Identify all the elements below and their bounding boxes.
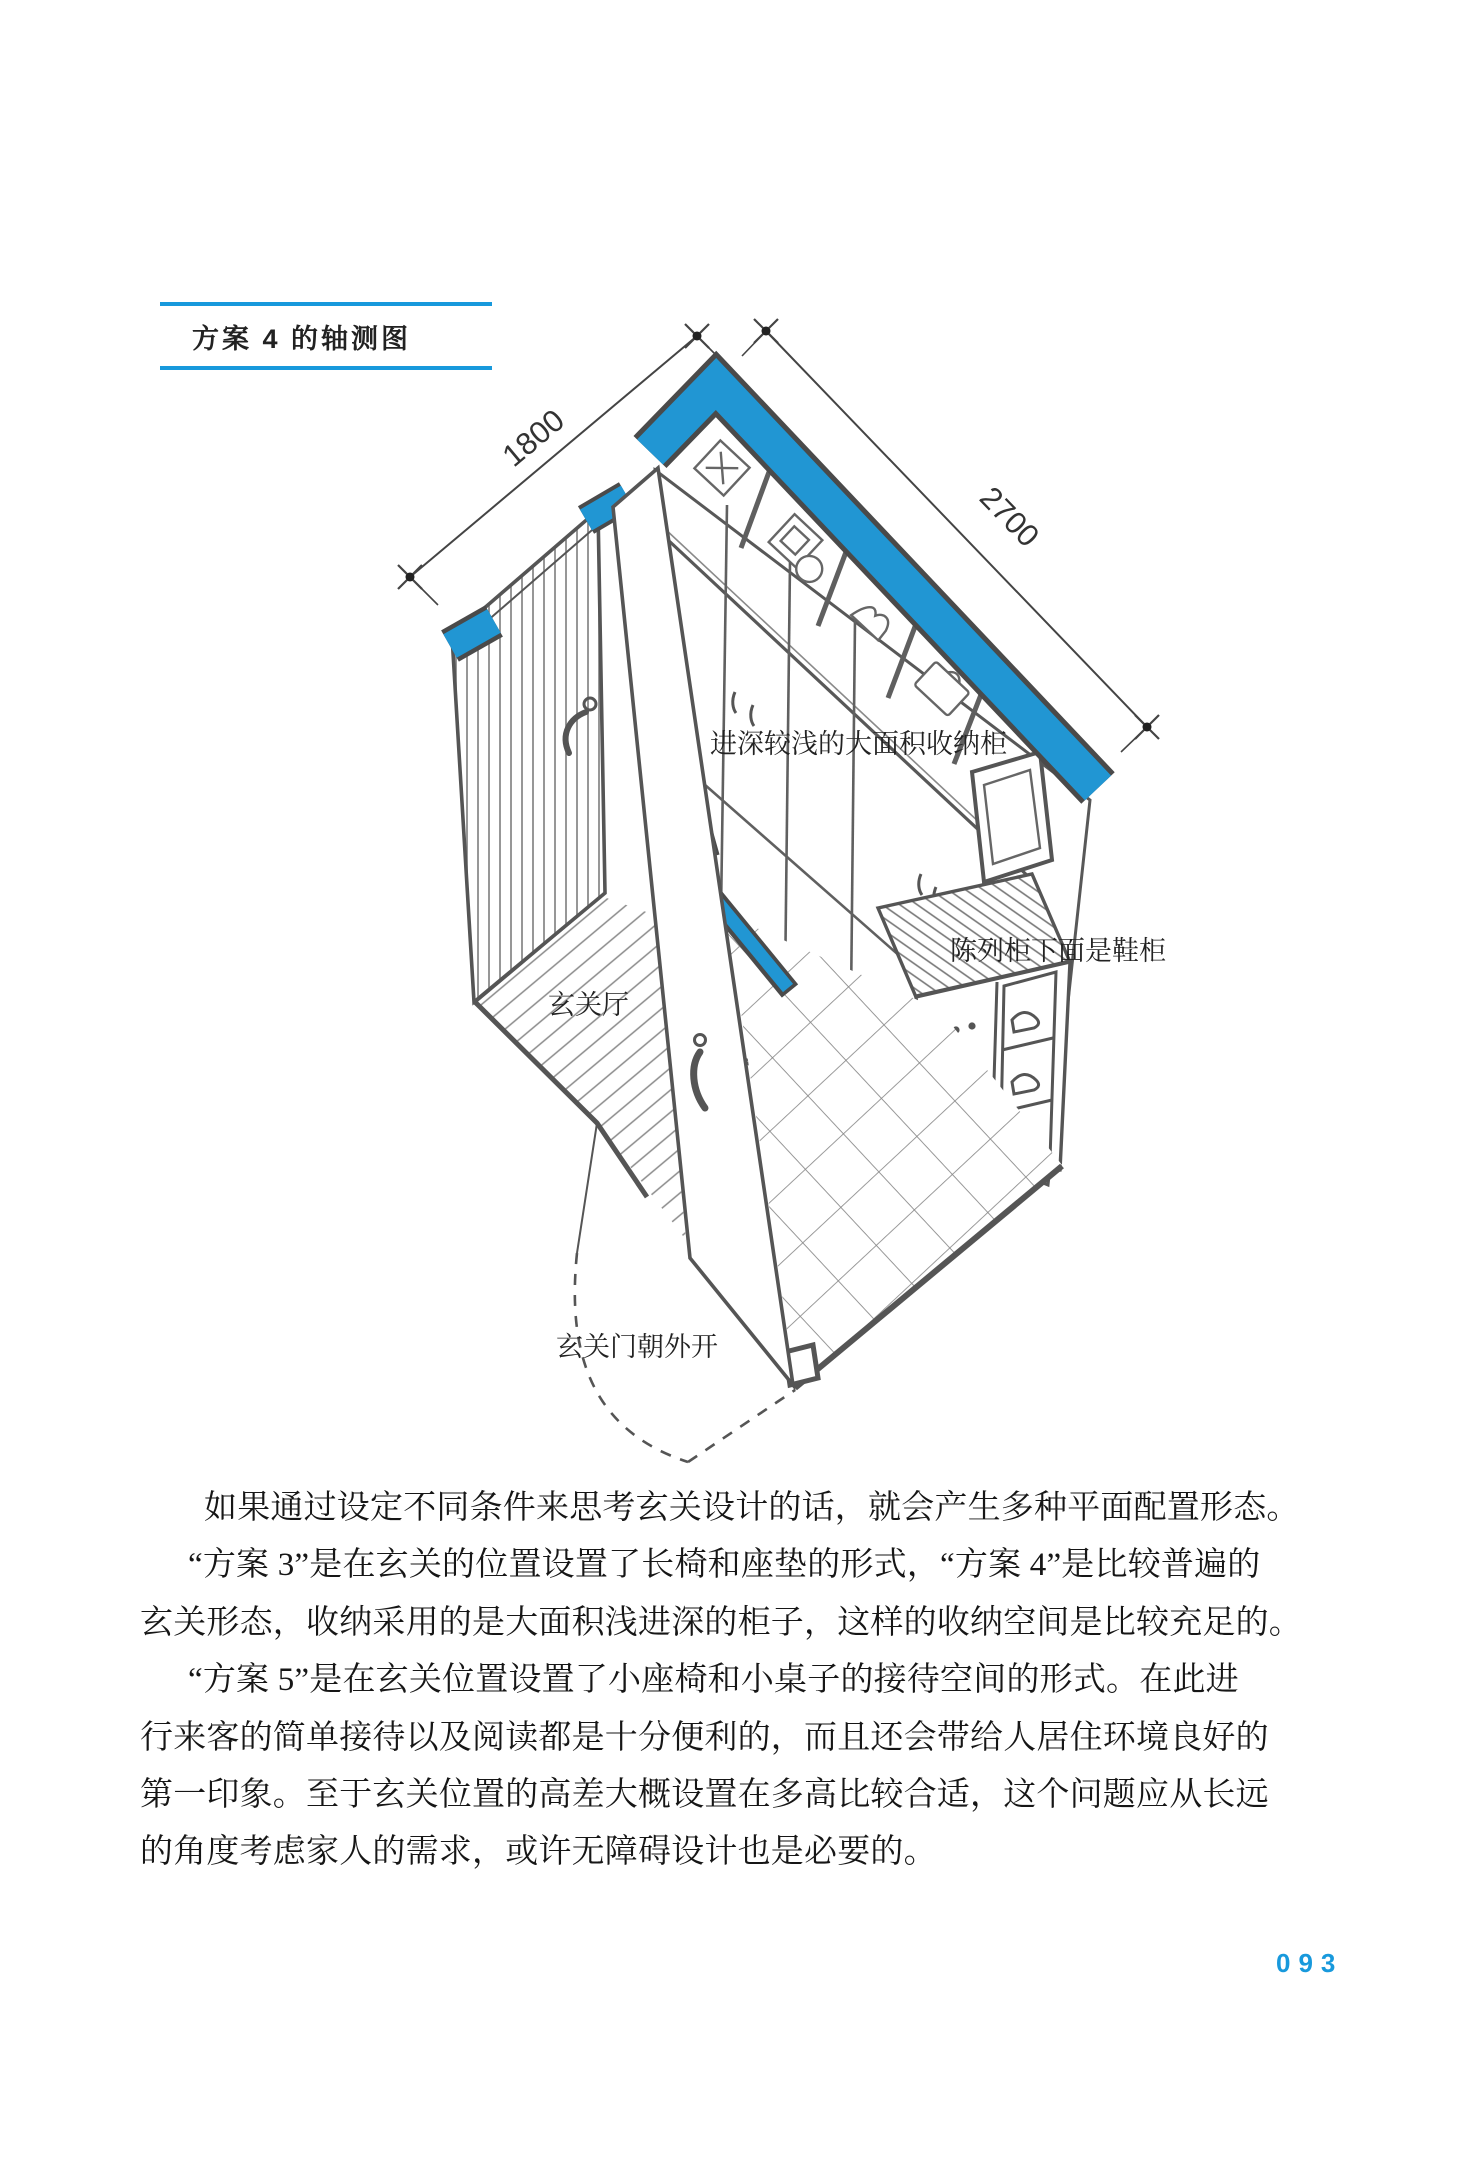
body-line: 如果通过设定不同条件来思考玄关设计的话，就会产生多种平面配置形态。 [204, 1490, 1300, 1526]
dimension-2700-label: 2700 [973, 479, 1047, 554]
body-line: 玄关形态，收纳采用的是大面积浅进深的柜子，这样的收纳空间是比较充足的。 [140, 1604, 1302, 1641]
body-line: 第一印象。至于玄关位置的高差大概设置在多高比较合适，这个问题应从长远 [140, 1776, 1269, 1813]
picture-frame [972, 752, 1052, 882]
body-text [140, 1480, 1340, 1882]
annotation-display-shoe-cabinet: 陈列柜下面是鞋柜 [950, 936, 1166, 966]
body-line: 行来客的简单接待以及阅读都是十分便利的，而且还会带给人居住环境良好的 [140, 1719, 1269, 1756]
annotation-entry-hall: 玄关厅 [548, 990, 629, 1020]
page-number: 093 [1276, 1948, 1344, 1978]
annotation-door-opens-outward: 玄关门朝外开 [556, 1332, 718, 1362]
annotation-shallow-cabinet: 进深较浅的大面积收纳柜 [710, 729, 1007, 759]
body-line: “方案 5”是在玄关位置设置了小座椅和小桌子的接待空间的形式。在此进 [188, 1662, 1239, 1699]
dimension-1800-label: 1800 [495, 402, 571, 474]
section-title: 方案 4 的轴测图 [192, 323, 412, 354]
body-line: “方案 3”是在玄关的位置设置了长椅和座垫的形式，“方案 4”是比较普遍的 [188, 1547, 1261, 1584]
body-line: 的角度考虑家人的需求，或许无障碍设计也是必要的。 [140, 1834, 937, 1871]
